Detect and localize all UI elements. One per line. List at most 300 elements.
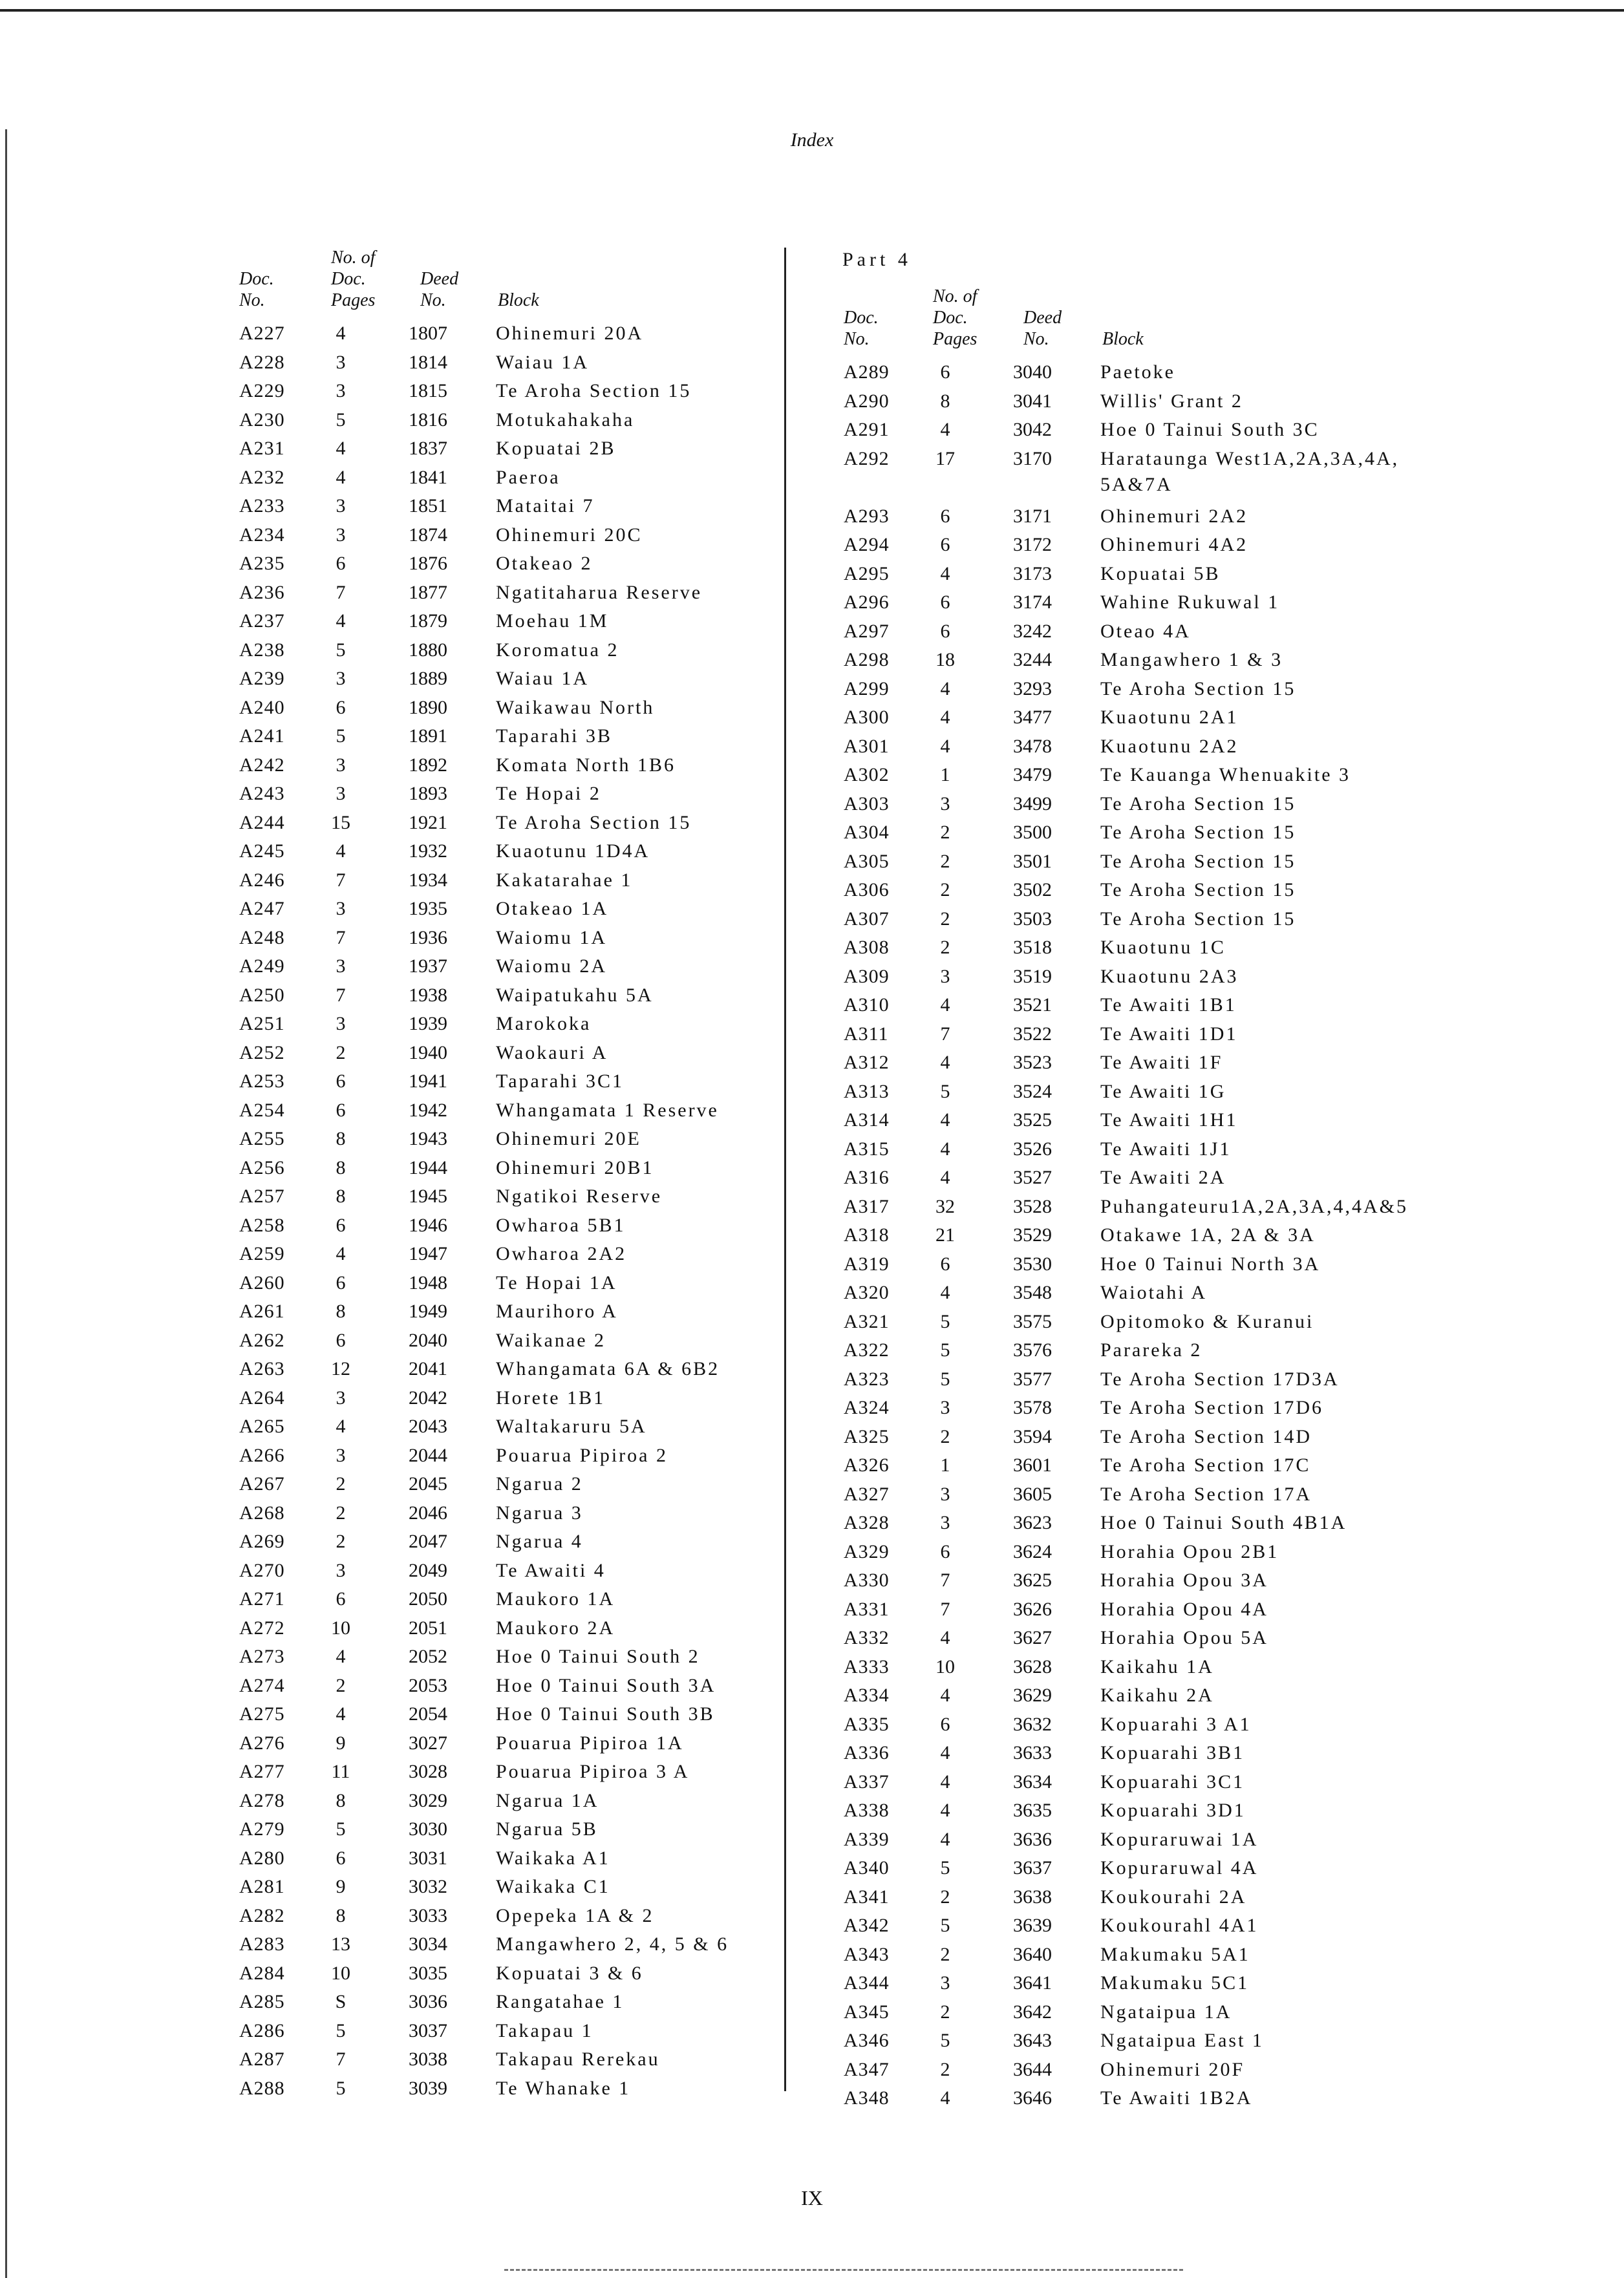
block-name-line: Parareka 2 — [1100, 1339, 1202, 1361]
doc-number: A275 — [239, 1703, 285, 1725]
block-name — [496, 868, 632, 893]
right-header-deed — [1023, 307, 1062, 350]
block-name-line: Hoe 0 Tainui South 4B1A — [1100, 1512, 1347, 1533]
doc-number: A273 — [239, 1646, 285, 1667]
block-name-line: Whangamata 6A & 6B2 — [496, 1358, 720, 1379]
block-name — [496, 1558, 606, 1584]
doc-number: A233 — [239, 495, 285, 516]
block-name-line: Pouarua Pipiroa 3 A — [496, 1761, 690, 1782]
doc-number: A311 — [844, 1023, 889, 1045]
block-name — [496, 1586, 615, 1612]
doc-pages: 2 — [336, 1674, 346, 1696]
block-name — [1100, 2028, 1264, 2054]
block-name-line: Te Awaiti 1H1 — [1100, 1109, 1238, 1131]
doc-pages: 3 — [336, 754, 346, 776]
doc-number: A259 — [239, 1243, 285, 1264]
doc-number: A288 — [239, 2077, 285, 2099]
doc-number: A341 — [844, 1886, 890, 1908]
block-name — [1100, 1280, 1207, 1306]
doc-pages: 4 — [940, 1138, 950, 1160]
deed-number: 3524 — [1013, 1080, 1052, 1102]
doc-pages: 3 — [336, 495, 346, 516]
deed-number: 2050 — [409, 1588, 447, 1610]
deed-number: 3035 — [409, 1962, 447, 1984]
block-name — [496, 1961, 643, 1986]
deed-number: 1948 — [409, 1272, 447, 1293]
deed-number: 3027 — [409, 1732, 447, 1754]
block-name-line: Waikaka A1 — [496, 1847, 610, 1869]
doc-pages: 6 — [336, 1588, 346, 1610]
block-name — [496, 953, 607, 979]
right-header-pages-line3: Pages — [933, 329, 978, 349]
block-name-line: Hoe 0 Tainui North 3A — [1100, 1253, 1321, 1275]
deed-number: 3644 — [1013, 2058, 1052, 2080]
doc-number: A285 — [239, 1991, 285, 2012]
deed-number: 1890 — [409, 696, 447, 718]
doc-pages: 2 — [336, 1473, 346, 1495]
doc-number: A298 — [844, 649, 890, 670]
block-name — [496, 1730, 684, 1756]
block-name — [1100, 561, 1220, 587]
block-name — [496, 1443, 668, 1469]
doc-number: A342 — [844, 1915, 890, 1936]
deed-number: 3634 — [1013, 1771, 1052, 1793]
block-name — [496, 1299, 618, 1325]
doc-number: A330 — [844, 1570, 890, 1591]
block-name — [496, 465, 561, 491]
block-name — [1100, 1597, 1268, 1623]
block-name — [496, 838, 650, 864]
doc-number: A328 — [844, 1512, 890, 1533]
deed-number: 1815 — [409, 380, 447, 401]
doc-pages: 10 — [331, 1962, 350, 1984]
doc-number: A235 — [239, 553, 285, 574]
doc-number: A343 — [844, 1943, 890, 1965]
doc-number: A321 — [844, 1310, 890, 1332]
deed-number: 3500 — [1013, 822, 1052, 843]
left-header-pages — [331, 247, 375, 311]
doc-number: A246 — [239, 869, 285, 891]
deed-number: 3244 — [1013, 649, 1052, 670]
block-name — [1100, 1079, 1226, 1105]
doc-pages: 4 — [336, 610, 346, 632]
doc-number: A314 — [844, 1109, 890, 1131]
doc-number: A316 — [844, 1167, 890, 1188]
block-name — [496, 983, 654, 1008]
left-header-deed-line2: No. — [420, 290, 446, 310]
block-name — [496, 752, 676, 778]
block-name — [1100, 446, 1399, 498]
doc-pages: 4 — [940, 1282, 950, 1303]
column-divider — [784, 248, 786, 2091]
doc-number: A338 — [844, 1800, 890, 1821]
block-name-line: Te Awaiti 1B2A — [1100, 2087, 1253, 2109]
block-name-line: Ngarua 5B — [496, 1818, 598, 1840]
block-name-line: Ngataipua 1A — [1100, 2001, 1232, 2023]
block-name — [496, 2047, 660, 2072]
block-name — [1100, 1222, 1316, 1248]
deed-number: 1949 — [409, 1301, 447, 1322]
block-name — [1100, 849, 1296, 875]
block-name — [496, 1615, 615, 1641]
deed-number: 3518 — [1013, 937, 1052, 958]
doc-number: A304 — [844, 822, 890, 843]
doc-pages: 6 — [336, 553, 346, 574]
block-name — [1100, 1395, 1323, 1421]
block-name-line: Kakatarahae 1 — [496, 869, 633, 891]
doc-number: A277 — [239, 1761, 285, 1782]
deed-number: 1876 — [409, 553, 447, 574]
deed-number: 3173 — [1013, 562, 1052, 584]
deed-number: 2052 — [409, 1646, 447, 1667]
doc-pages: 6 — [940, 591, 950, 613]
deed-number: 3242 — [1013, 620, 1052, 642]
doc-number: A256 — [239, 1156, 285, 1178]
deed-number: 1921 — [409, 811, 447, 833]
block-name — [496, 551, 592, 577]
doc-number: A346 — [844, 2030, 890, 2051]
deed-number: 3503 — [1013, 908, 1052, 930]
block-name — [1100, 647, 1283, 673]
block-name — [1100, 619, 1191, 644]
deed-number: 1874 — [409, 524, 447, 546]
block-name — [1100, 1740, 1245, 1766]
block-name — [496, 1846, 610, 1871]
doc-number: A297 — [844, 620, 890, 642]
block-name-line: Koromatua 2 — [496, 639, 619, 661]
doc-pages: 4 — [940, 1800, 950, 1821]
doc-pages: 4 — [336, 1416, 346, 1437]
block-name — [1100, 532, 1248, 558]
doc-pages: 6 — [940, 505, 950, 527]
doc-number: A255 — [239, 1128, 285, 1149]
block-name — [496, 1184, 662, 1209]
block-name — [1100, 1337, 1202, 1363]
block-name-line: Kuaotunu 2A3 — [1100, 965, 1239, 987]
block-name — [1100, 1539, 1279, 1565]
doc-number: A257 — [239, 1186, 285, 1207]
block-name-line: Moehau 1M — [496, 610, 609, 632]
left-header-block-label: Block — [498, 290, 539, 310]
doc-number: A234 — [239, 524, 285, 546]
doc-number: A324 — [844, 1397, 890, 1418]
doc-number: A252 — [239, 1041, 285, 1063]
block-name — [496, 1500, 583, 1526]
page-header: Index — [790, 129, 834, 151]
doc-pages: 3 — [336, 1013, 346, 1034]
deed-number: 2047 — [409, 1531, 447, 1552]
doc-number: A247 — [239, 898, 285, 919]
block-name-line: Te Awaiti 1D1 — [1100, 1023, 1238, 1045]
deed-number: 3629 — [1013, 1685, 1052, 1706]
doc-pages: 15 — [331, 811, 350, 833]
block-name-line: Kuaotunu 2A1 — [1100, 707, 1239, 728]
block-name-line: Hoe 0 Tainui South 2 — [496, 1646, 700, 1667]
deed-number: 3522 — [1013, 1023, 1052, 1045]
block-name — [496, 2018, 593, 2044]
block-name-line: Hoe 0 Tainui South 3B — [496, 1703, 715, 1725]
block-name — [496, 666, 589, 692]
deed-number: 3628 — [1013, 1655, 1052, 1677]
block-name-line: Puhangateuru1A,2A,3A,4,4A&5 — [1100, 1195, 1408, 1217]
block-name-line: Takapau Rerekau — [496, 2049, 660, 2070]
left-header-doc — [239, 268, 274, 311]
doc-pages: 5 — [336, 1818, 346, 1840]
doc-number: A307 — [844, 908, 890, 930]
block-name-line: Te Aroha Section 15 — [1100, 908, 1296, 930]
block-name — [1100, 1107, 1237, 1133]
deed-number: 1946 — [409, 1214, 447, 1236]
block-name-line: Waiomu 1A — [496, 926, 608, 948]
doc-number: A230 — [239, 409, 285, 431]
block-name-line: Te Aroha Section 14D — [1100, 1425, 1312, 1447]
doc-number: A339 — [844, 1828, 890, 1850]
doc-number: A242 — [239, 754, 285, 776]
block-name-line: Te Awaiti 1G — [1100, 1080, 1226, 1102]
block-name-line: Te Aroha Section 17C — [1100, 1454, 1311, 1476]
doc-number: A317 — [844, 1195, 890, 1217]
block-name-line: Pouarua Pipiroa 1A — [496, 1732, 684, 1754]
doc-number: A237 — [239, 610, 285, 632]
doc-number: A296 — [844, 591, 890, 613]
left-header-block — [498, 290, 539, 311]
doc-number: A270 — [239, 1559, 285, 1581]
block-name — [1100, 935, 1226, 961]
block-name — [496, 1932, 729, 1957]
doc-pages: 5 — [940, 1368, 950, 1390]
deed-number: 3041 — [1013, 390, 1052, 412]
block-name-line: Rangatahae 1 — [496, 1991, 625, 2012]
deed-number: 3042 — [1013, 419, 1052, 440]
doc-pages: 6 — [336, 1214, 346, 1236]
block-name-line: Ngarua 3 — [496, 1502, 583, 1524]
deed-number: 1841 — [409, 466, 447, 488]
deed-number: 1937 — [409, 955, 447, 977]
block-name — [1100, 1251, 1320, 1277]
left-edge-line — [5, 129, 7, 2278]
doc-pages: 6 — [940, 361, 950, 383]
doc-number: A253 — [239, 1070, 285, 1092]
right-header-block-label: Block — [1102, 329, 1144, 349]
doc-number: A333 — [844, 1655, 890, 1677]
block-name-line: Te Aroha Section 17A — [1100, 1483, 1312, 1505]
doc-number: A260 — [239, 1272, 285, 1293]
doc-pages: 2 — [336, 1502, 346, 1524]
block-name-line: Ohinemuri 4A2 — [1100, 534, 1248, 555]
block-name — [496, 1098, 719, 1123]
block-name — [496, 1471, 583, 1497]
block-name-line: Te Kauanga Whenuakite 3 — [1100, 764, 1351, 785]
left-header-pages-line1: No. of — [331, 248, 376, 268]
doc-pages: 5 — [336, 409, 346, 431]
block-name-line: Koukourahi 2A — [1100, 1886, 1247, 1908]
doc-number: A266 — [239, 1444, 285, 1466]
doc-number: A231 — [239, 438, 285, 459]
doc-pages: 5 — [940, 1857, 950, 1879]
block-name — [496, 608, 608, 634]
doc-pages: 8 — [336, 1789, 346, 1811]
block-name-line: Te Aroha Section 17D6 — [1100, 1397, 1324, 1418]
doc-pages: 8 — [336, 1301, 346, 1322]
block-name — [1100, 906, 1296, 932]
block-name-line: Horahia Opou 2B1 — [1100, 1540, 1279, 1562]
block-name-line: Ngatikoi Reserve — [496, 1186, 663, 1207]
block-name-line: Horete 1B1 — [496, 1387, 606, 1409]
deed-number: 3627 — [1013, 1627, 1052, 1648]
block-name-line: Willis' Grant 2 — [1100, 390, 1243, 412]
block-name — [496, 493, 594, 519]
block-name — [496, 1069, 624, 1094]
block-name — [1100, 762, 1351, 788]
block-name-line: Ohinemuri 20E — [496, 1128, 641, 1149]
doc-pages: 2 — [336, 1041, 346, 1063]
deed-number: 1889 — [409, 668, 447, 689]
block-name-line: Taparahi 3B — [496, 725, 613, 747]
doc-number: A322 — [844, 1339, 890, 1361]
doc-number: A293 — [844, 505, 890, 527]
left-header-deed-line1: Deed — [420, 269, 459, 289]
right-header-doc-line1: Doc. — [844, 308, 879, 328]
block-name-line: Te Hopai 1A — [496, 1272, 617, 1293]
doc-number: A227 — [239, 323, 285, 344]
block-name — [496, 1040, 608, 1066]
doc-number: A248 — [239, 926, 285, 948]
block-name-line: Te Aroha Section 15 — [1100, 850, 1296, 872]
block-name-line: Marokoka — [496, 1013, 592, 1034]
deed-number: 3029 — [409, 1789, 447, 1811]
doc-pages: 4 — [940, 1771, 950, 1793]
block-name — [1100, 705, 1238, 730]
deed-number: 1932 — [409, 840, 447, 862]
block-name-line: Kopuraruwai 1A — [1100, 1828, 1259, 1850]
doc-pages: 5 — [940, 1310, 950, 1332]
deed-number: 1935 — [409, 898, 447, 919]
bottom-dash-line — [504, 2269, 1183, 2271]
doc-number: A302 — [844, 764, 890, 785]
block-name — [1100, 1769, 1245, 1795]
doc-pages: 4 — [940, 1627, 950, 1648]
doc-pages: 2 — [940, 2058, 950, 2080]
deed-number: 3605 — [1013, 1483, 1052, 1505]
deed-number: 2042 — [409, 1387, 447, 1409]
block-name-line: Otakeao 1A — [496, 898, 609, 919]
doc-pages: 17 — [935, 447, 955, 469]
doc-number: A325 — [844, 1425, 890, 1447]
block-name — [1100, 1884, 1246, 1910]
doc-pages: 3 — [940, 793, 950, 814]
block-name-line: Kopuraruwal 4A — [1100, 1857, 1259, 1879]
block-name-line: Horahia Opou 5A — [1100, 1627, 1268, 1648]
doc-pages: 4 — [940, 735, 950, 757]
block-name — [1100, 1021, 1237, 1047]
doc-pages: 4 — [336, 438, 346, 459]
deed-number: 3034 — [409, 1933, 447, 1955]
deed-number: 3530 — [1013, 1253, 1052, 1275]
block-name — [496, 1989, 624, 2015]
block-name-line: Whangamata 1 Reserve — [496, 1099, 719, 1121]
doc-number: A287 — [239, 2049, 285, 2070]
block-name — [1100, 1136, 1231, 1162]
doc-number: A332 — [844, 1627, 890, 1648]
doc-pages: 2 — [940, 1943, 950, 1965]
deed-number: 3521 — [1013, 994, 1052, 1016]
block-name-line: Waokauri A — [496, 1041, 608, 1063]
block-name-line: Waiotahi A — [1100, 1282, 1208, 1303]
doc-pages: 9 — [336, 1876, 346, 1897]
block-name-line: Takapau 1 — [496, 2019, 593, 2041]
block-name-line: Waiomu 2A — [496, 955, 608, 977]
block-name — [1100, 1367, 1340, 1392]
doc-number: A300 — [844, 707, 890, 728]
doc-pages: S — [335, 1991, 347, 2012]
doc-pages: 6 — [336, 1272, 346, 1293]
block-name-line: Ngatitaharua Reserve — [496, 581, 703, 603]
doc-pages: 7 — [336, 869, 346, 891]
deed-number: 3479 — [1013, 764, 1052, 785]
doc-number: A340 — [844, 1857, 890, 1879]
doc-pages: 4 — [336, 1243, 346, 1264]
block-name — [1100, 964, 1238, 990]
deed-number: 3031 — [409, 1847, 447, 1869]
doc-number: A238 — [239, 639, 285, 661]
block-name-continuation: 5A&7A — [1100, 473, 1173, 495]
deed-number: 2044 — [409, 1444, 447, 1466]
block-name-line: Waikawau North — [496, 696, 655, 718]
doc-pages: 1 — [940, 764, 950, 785]
block-name — [1100, 1194, 1408, 1220]
block-name-line: Ohinemuri 20A — [496, 323, 644, 344]
deed-number: 2049 — [409, 1559, 447, 1581]
right-header-deed-line1: Deed — [1023, 308, 1062, 328]
right-header-pages-line1: No. of — [933, 286, 978, 306]
right-header-doc — [844, 307, 879, 350]
doc-pages: 3 — [336, 1444, 346, 1466]
doc-number: A301 — [844, 735, 890, 757]
block-name-line: Opitomoko & Kuranui — [1100, 1310, 1314, 1332]
top-rule — [0, 9, 1624, 12]
right-header-deed-line2: No. — [1023, 329, 1049, 349]
doc-pages: 21 — [935, 1224, 955, 1246]
deed-number: 3501 — [1013, 850, 1052, 872]
left-header-deed — [420, 268, 458, 311]
block-name — [1100, 1942, 1250, 1968]
deed-number: 3478 — [1013, 735, 1052, 757]
block-name-line: Te Aroha Section 15 — [1100, 677, 1296, 699]
block-name-line: Hoe 0 Tainui South 3C — [1100, 419, 1320, 440]
deed-number: 3519 — [1013, 965, 1052, 987]
block-name — [1100, 1453, 1310, 1478]
deed-number: 3601 — [1013, 1454, 1052, 1476]
deed-number: 1939 — [409, 1013, 447, 1034]
doc-number: A305 — [844, 850, 890, 872]
block-name-line: Kuaotunu 1C — [1100, 937, 1226, 958]
deed-number: 3635 — [1013, 1800, 1052, 1821]
deed-number: 3172 — [1013, 534, 1052, 555]
block-name-line: Te Aroha Section 15 — [1100, 879, 1296, 900]
block-name-line: Maukoro 1A — [496, 1588, 615, 1610]
deed-number: 1938 — [409, 984, 447, 1006]
deed-number: 1947 — [409, 1243, 447, 1264]
deed-number: 3030 — [409, 1818, 447, 1840]
doc-pages: 3 — [336, 668, 346, 689]
doc-pages: 6 — [336, 1847, 346, 1869]
deed-number: 3641 — [1013, 1972, 1052, 1994]
block-name-line: Koukourahl 4A1 — [1100, 1915, 1259, 1936]
block-name — [1100, 1798, 1246, 1824]
doc-pages: 6 — [336, 696, 346, 718]
block-name-line: Paeroa — [496, 466, 561, 488]
doc-pages: 5 — [336, 639, 346, 661]
